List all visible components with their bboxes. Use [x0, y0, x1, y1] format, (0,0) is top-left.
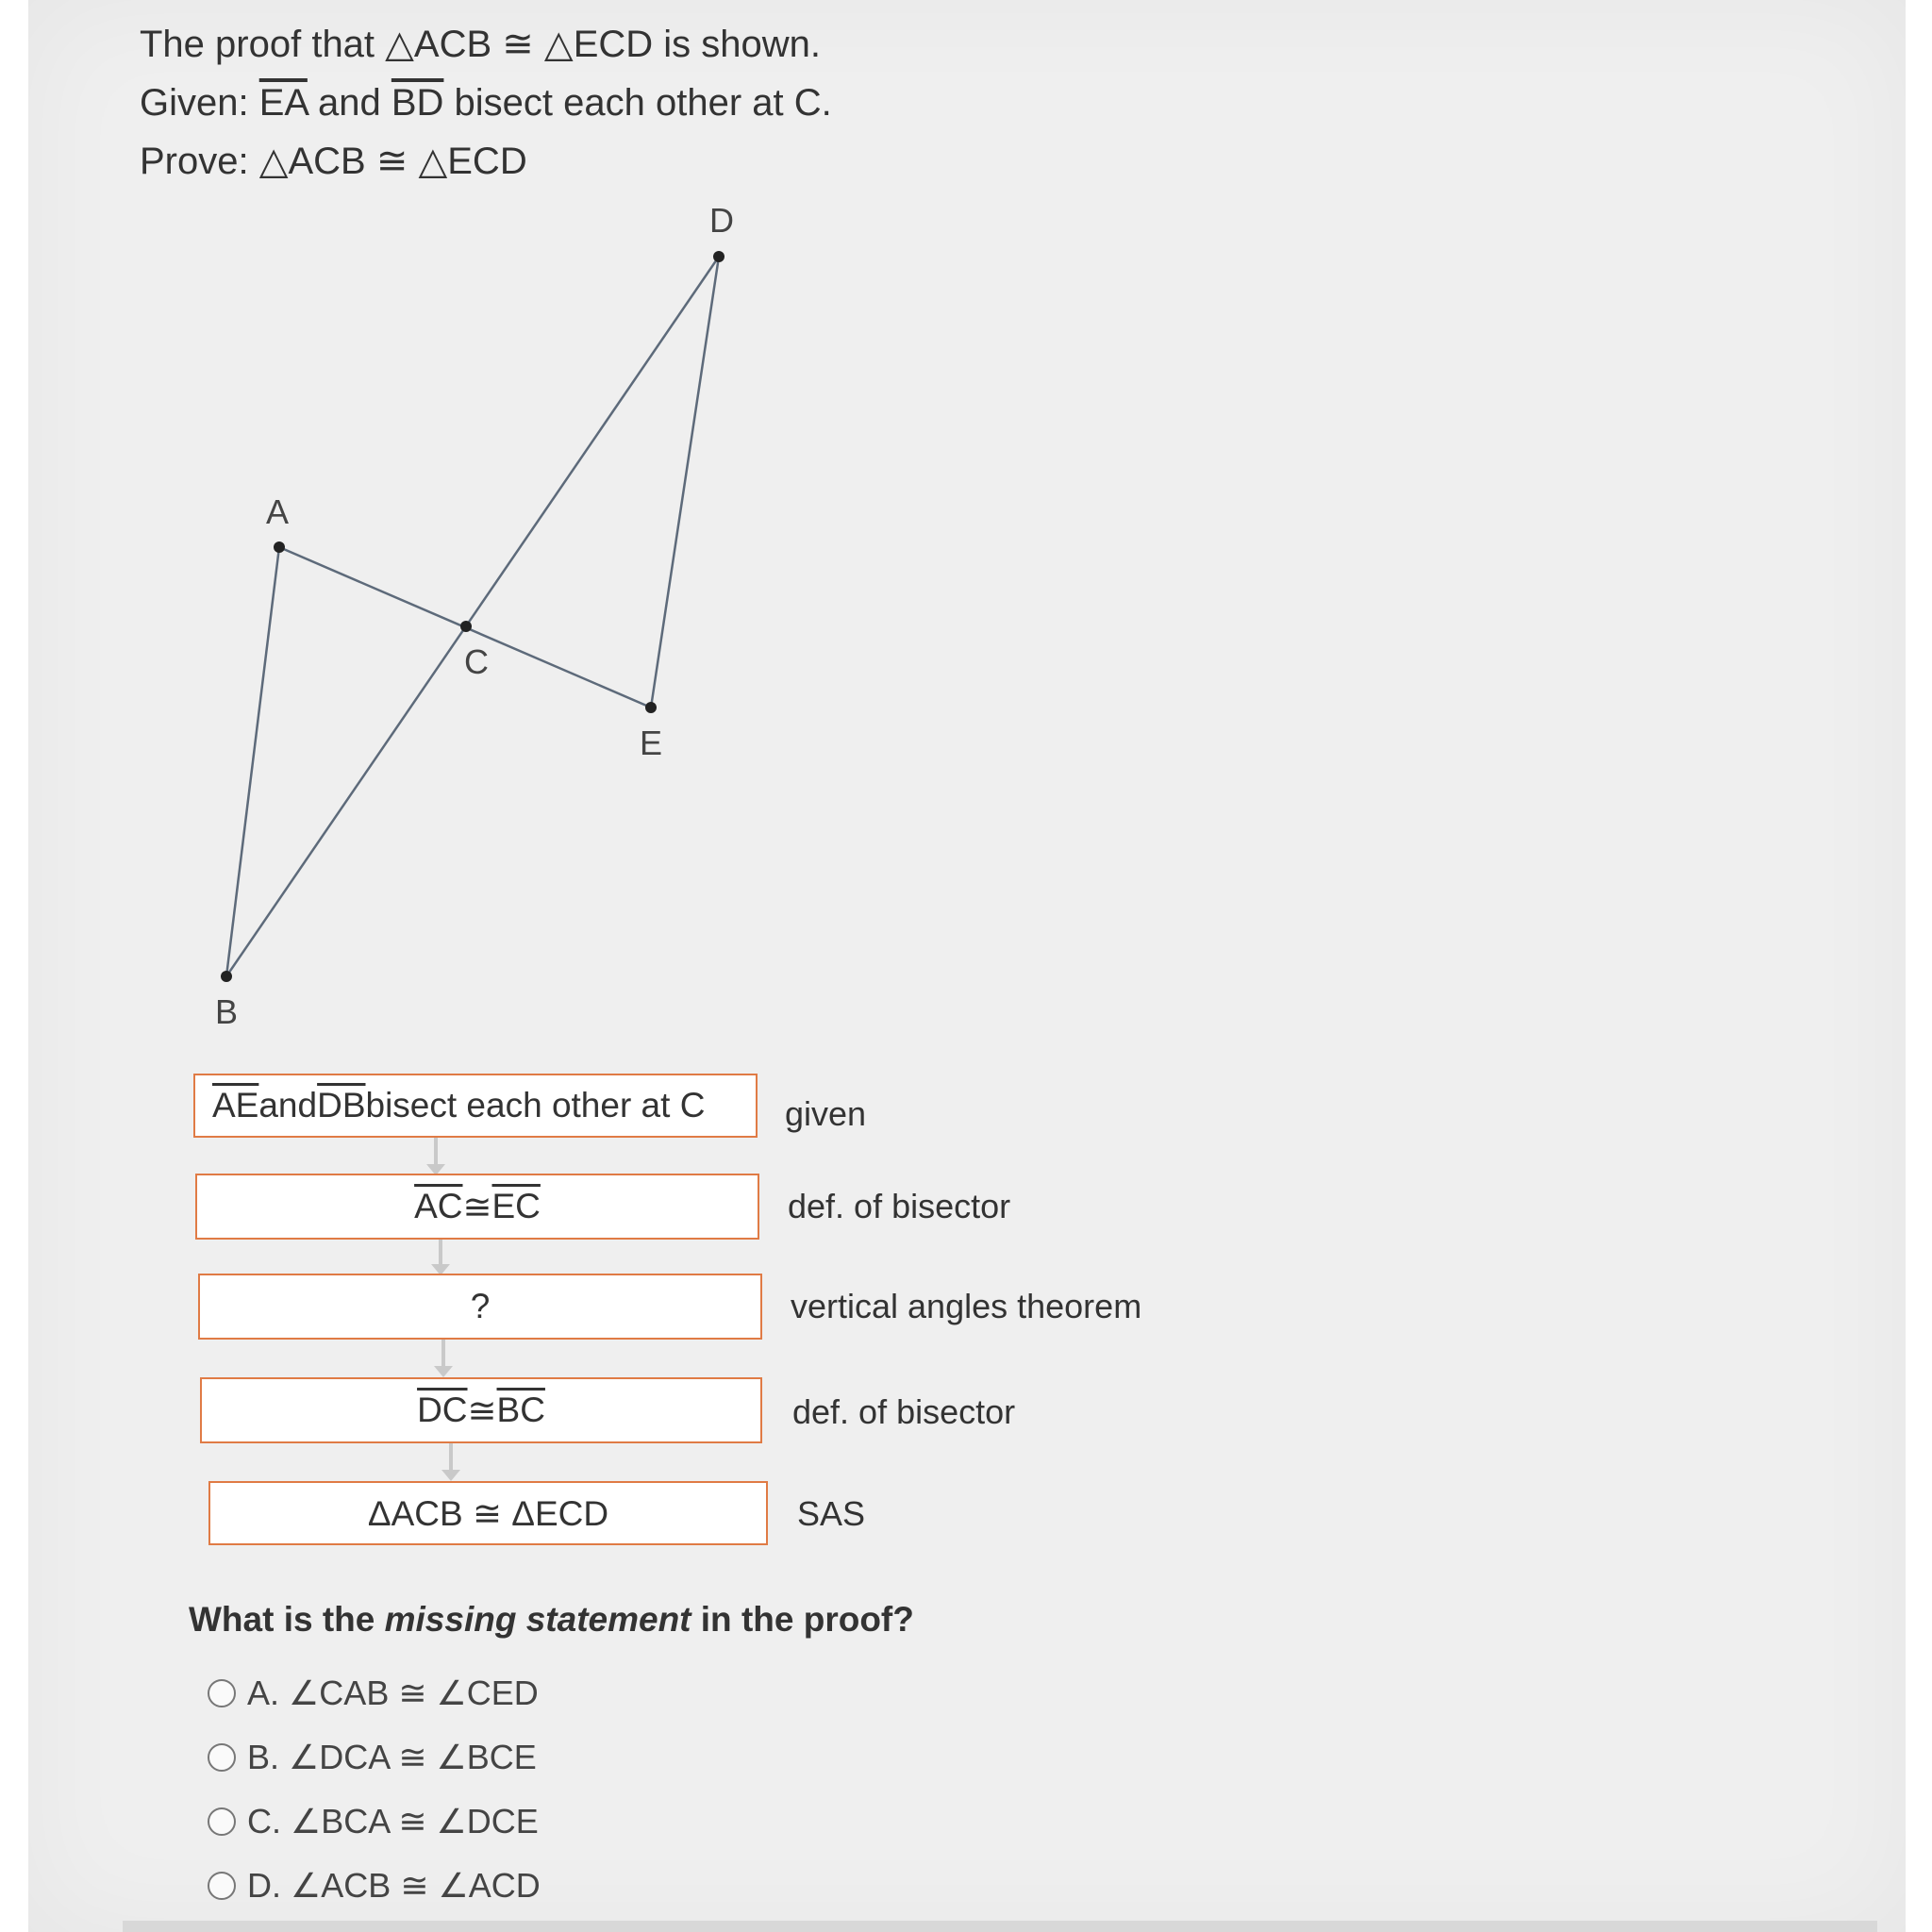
question-prompt: What is the missing statement in the proof?: [189, 1600, 914, 1639]
flow-arrow: [439, 1240, 442, 1266]
radio-button[interactable]: [208, 1679, 236, 1707]
label-c: C: [464, 642, 489, 681]
segment-ec: $\overline{EC}$: [491, 1187, 541, 1225]
triangle-symbol: △: [418, 140, 448, 183]
radio-button[interactable]: [208, 1807, 236, 1836]
proof-step-4: $\overline{DC}$ ≅ $\overline{BC}$: [200, 1377, 762, 1443]
prove-line: Prove: △ACB ≅ △ECD: [140, 140, 527, 183]
option-c[interactable]: C. ∠BCA ≅ ∠DCE: [208, 1802, 539, 1841]
bottom-divider: [123, 1921, 1877, 1932]
label-b: B: [215, 992, 239, 1031]
segment-db: $\overline{DB}$: [317, 1086, 366, 1124]
radio-button[interactable]: [208, 1743, 236, 1772]
intro-line: The proof that △ACB ≅ △ECD is shown.: [140, 23, 821, 66]
segment-dc: $\overline{DC}$: [417, 1391, 468, 1429]
reason-4: def. of bisector: [792, 1392, 1016, 1431]
option-a[interactable]: A. ∠CAB ≅ ∠CED: [208, 1674, 539, 1713]
flow-arrow: [434, 1138, 438, 1166]
proof-step-3-missing: [198, 1274, 762, 1340]
segment-ac: $\overline{AC}$: [414, 1187, 463, 1225]
triangle-symbol: △: [385, 23, 414, 66]
option-d[interactable]: D. ∠ACB ≅ ∠ACD: [208, 1866, 541, 1906]
missing-statement-placeholder: ?: [470, 1287, 491, 1325]
reason-1: given: [785, 1094, 867, 1133]
reason-3: vertical angles theorem: [791, 1287, 1142, 1325]
radio-button[interactable]: [208, 1872, 236, 1900]
reason-5: SAS: [797, 1494, 866, 1533]
segment-ea: $\overline{EA}$: [258, 82, 308, 124]
problem-header: [140, 15, 832, 191]
segment-bd: $\overline{BD}$: [391, 82, 444, 124]
segment-bc: $\overline{BC}$: [496, 1391, 545, 1429]
triangle-symbol: △: [543, 23, 574, 66]
reason-2: def. of bisector: [788, 1187, 1011, 1225]
given-line: Given: $\overline{EA}$ and $\overline{BD}$ bisect each other at C.: [140, 82, 832, 124]
proof-step-2: $\overline{AC}$ ≅ $\overline{EC}$: [195, 1174, 759, 1240]
worksheet-page: [28, 0, 1906, 1932]
triangle-symbol: △: [258, 140, 289, 183]
flow-arrow: [449, 1443, 453, 1472]
proof-step-1: $\overline{AE}$ and $\overline{DB}$ bisect each other at C: [193, 1074, 758, 1138]
proof-step-5: ΔACB ≅ ΔECD: [208, 1481, 768, 1545]
label-a: A: [266, 492, 290, 531]
flow-arrow: [441, 1340, 445, 1368]
segment-ae: $\overline{AE}$: [212, 1086, 259, 1124]
option-b[interactable]: B. ∠DCA ≅ ∠BCE: [208, 1738, 537, 1777]
label-d: D: [709, 201, 734, 240]
label-e: E: [640, 724, 663, 762]
